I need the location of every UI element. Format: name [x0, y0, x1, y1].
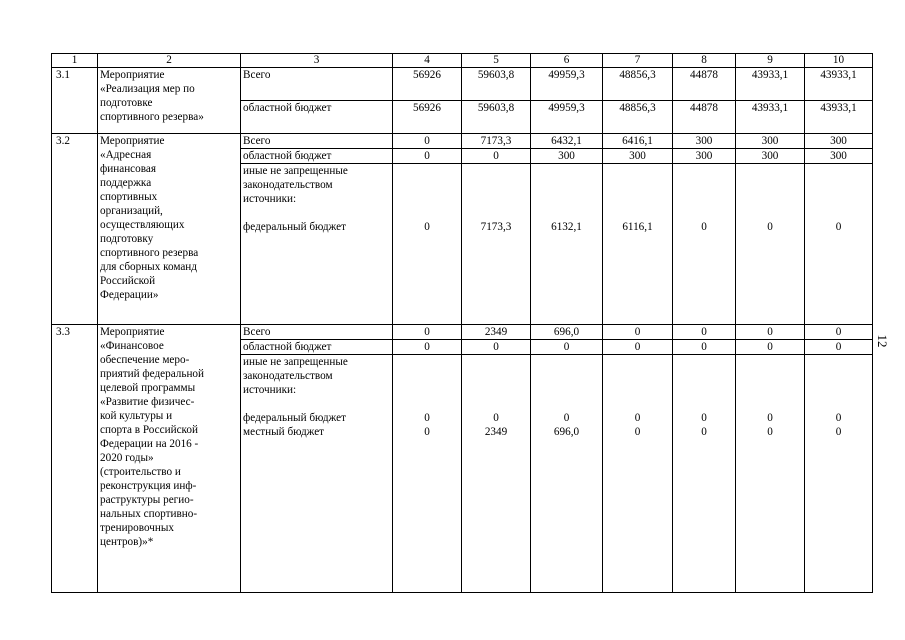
federal-value: 0: [424, 412, 430, 424]
federal-value: 0: [424, 221, 430, 233]
value-cell: 48856,3: [603, 68, 673, 101]
text-line: осуществляющих: [100, 219, 185, 231]
text-line: 2020 годы»: [100, 452, 154, 464]
text-line: реконструкция инф-: [100, 480, 197, 492]
spacer: [605, 164, 670, 178]
spacer: [395, 383, 459, 397]
spacer: [395, 192, 459, 206]
column-header: 3: [241, 54, 393, 68]
spacer: [395, 164, 459, 178]
spacer: [605, 369, 670, 383]
spacer: [605, 178, 670, 192]
table-row: [52, 134, 873, 149]
text-line: Мероприятие: [100, 326, 165, 338]
federal-value: 0: [701, 221, 707, 233]
text-line: законодательством: [243, 179, 333, 191]
value-cell: 43933,1: [736, 68, 805, 101]
value-cell: 44878: [673, 101, 736, 134]
value-cell: 0: [393, 149, 462, 164]
measure-name: [98, 134, 241, 325]
column-header: 8: [673, 54, 736, 68]
spacer: [675, 192, 733, 206]
federal-value: 0: [701, 412, 707, 424]
source-cell: Всего: [241, 68, 393, 101]
federal-value: 7173,3: [480, 221, 512, 233]
local-value: 0: [424, 426, 430, 438]
source-cell: [241, 164, 393, 325]
spacer: [533, 355, 600, 369]
spacer: [605, 192, 670, 206]
value-cell: 0: [393, 325, 462, 340]
value-cell: 0: [393, 340, 462, 355]
text-line: центров)»*: [100, 536, 154, 548]
text-line: спортивных: [100, 191, 158, 203]
column-header: 7: [603, 54, 673, 68]
value-cell: 0: [805, 340, 873, 355]
spacer: [395, 355, 459, 369]
column-header: 6: [531, 54, 603, 68]
value-cell: 300: [673, 149, 736, 164]
value-cell: [393, 355, 462, 593]
value-cell: [393, 164, 462, 325]
local-value: 0: [835, 426, 842, 438]
value-cell: 43933,1: [805, 68, 873, 101]
value-cell: 0: [462, 149, 531, 164]
federal-label: федеральный бюджет: [243, 412, 346, 424]
text-line: нальных спортивно-: [100, 508, 198, 520]
value-cell: 44878: [673, 68, 736, 101]
value-cell: 0: [736, 325, 805, 340]
row-number: 3.3: [52, 325, 98, 593]
spacer: [533, 206, 600, 220]
local-label: местный бюджет: [243, 426, 325, 438]
value-cell: [805, 355, 873, 593]
spacer: [807, 369, 870, 383]
source-cell: [241, 355, 393, 593]
spacer: [395, 206, 459, 220]
spacer: [807, 164, 870, 178]
text-line: организаций,: [100, 205, 163, 217]
local-value: 0: [767, 426, 773, 438]
source-cell: областной бюджет: [241, 149, 393, 164]
spacer: [807, 383, 870, 397]
value-cell: 0: [673, 325, 736, 340]
value-cell: 300: [736, 149, 805, 164]
value-cell: 0: [393, 134, 462, 149]
federal-value: 0: [767, 221, 773, 233]
spacer: [395, 178, 459, 192]
spacer: [738, 206, 802, 220]
text-line: Мероприятие: [100, 69, 165, 81]
value-cell: 300: [673, 134, 736, 149]
spacer: [464, 383, 528, 397]
value-cell: 43933,1: [736, 101, 805, 134]
value-cell: 48856,3: [603, 101, 673, 134]
text-line: (строительство и: [100, 466, 181, 478]
source-cell: областной бюджет: [241, 101, 393, 134]
text-line: для сборных команд: [100, 261, 197, 273]
text-line: раструктуры регио-: [100, 494, 194, 506]
spacer: [738, 383, 802, 397]
spacer: [533, 164, 600, 178]
text-line: «Финансовое: [100, 340, 164, 352]
value-cell: 0: [462, 340, 531, 355]
text-line: обеспечение меро-: [100, 354, 190, 366]
federal-value: 0: [493, 412, 499, 424]
text-line: Федерации на 2016 -: [100, 438, 199, 450]
value-cell: 56926: [393, 68, 462, 101]
column-header: 5: [462, 54, 531, 68]
page-number: 12: [875, 334, 890, 348]
text-line: Мероприятие: [100, 135, 165, 147]
text-line: источники:: [243, 384, 297, 396]
text-line: финансовая: [100, 163, 156, 175]
text-line: поддержка: [100, 177, 152, 189]
value-cell: 0: [805, 325, 873, 340]
value-cell: 2349: [462, 325, 531, 340]
value-cell: 49959,3: [531, 68, 603, 101]
table-row: [52, 68, 873, 101]
value-cell: 0: [736, 340, 805, 355]
value-cell: [673, 355, 736, 593]
spacer: [807, 192, 870, 206]
spacer: [738, 192, 802, 206]
spacer: [807, 178, 870, 192]
value-cell: [805, 164, 873, 325]
value-cell: 7173,3: [462, 134, 531, 149]
text-line: приятий федеральной: [100, 368, 205, 380]
text-line: законодательством: [243, 370, 333, 382]
federal-value: 0: [835, 412, 842, 424]
column-header: 2: [98, 54, 241, 68]
header-row: [52, 54, 873, 68]
text-line: тренировочных: [100, 522, 174, 534]
local-value: 2349: [484, 426, 508, 438]
value-cell: 59603,8: [462, 101, 531, 134]
value-cell: [531, 355, 603, 593]
spacer: [533, 383, 600, 397]
spacer: [675, 178, 733, 192]
value-cell: 300: [805, 134, 873, 149]
spacer: [605, 355, 670, 369]
spacer: [395, 397, 459, 411]
row-number: 3.2: [52, 134, 98, 325]
spacer: [738, 178, 802, 192]
text-line: Федерации»: [100, 289, 159, 301]
text-line: «Адресная: [100, 149, 152, 161]
spacer: [738, 164, 802, 178]
value-cell: [462, 355, 531, 593]
local-value: 0: [634, 426, 641, 438]
value-cell: [673, 164, 736, 325]
column-header: 10: [805, 54, 873, 68]
spacer: [807, 206, 870, 220]
spacer: [464, 397, 528, 411]
value-cell: 0: [603, 340, 673, 355]
local-value: 0: [701, 426, 707, 438]
source-cell: Всего: [241, 134, 393, 149]
federal-value: 0: [634, 412, 641, 424]
text-line: целевой программы: [100, 382, 196, 394]
spacer: [605, 397, 670, 411]
spacer: [738, 355, 802, 369]
column-header: 1: [52, 54, 98, 68]
spacer: [464, 192, 528, 206]
budget-table: [51, 53, 873, 593]
value-cell: 300: [603, 149, 673, 164]
spacer: [807, 397, 870, 411]
value-cell: [462, 164, 531, 325]
value-cell: 0: [603, 325, 673, 340]
measure-name: [98, 325, 241, 593]
value-cell: 49959,3: [531, 101, 603, 134]
text-line: спортивного резерва»: [100, 111, 204, 123]
text-line: кой культуры и: [100, 410, 173, 422]
value-cell: 300: [736, 134, 805, 149]
spacer: [533, 397, 600, 411]
spacer: [675, 206, 733, 220]
value-cell: [603, 164, 673, 325]
spacer: [605, 383, 670, 397]
value-cell: 59603,8: [462, 68, 531, 101]
text-line: подготовке: [100, 97, 153, 109]
value-cell: 0: [673, 340, 736, 355]
spacer: [533, 178, 600, 192]
value-cell: 6432,1: [531, 134, 603, 149]
value-cell: [603, 355, 673, 593]
value-cell: 6416,1: [603, 134, 673, 149]
spacer: [738, 397, 802, 411]
local-value: 696,0: [553, 426, 580, 438]
spacer: [243, 397, 390, 411]
federal-value: 0: [767, 412, 773, 424]
spacer: [464, 164, 528, 178]
federal-value: 0: [563, 412, 570, 424]
text-line: «Реализация мер по: [100, 83, 195, 95]
spacer: [675, 164, 733, 178]
spacer: [675, 355, 733, 369]
text-line: Российской: [100, 275, 156, 287]
federal-label: федеральный бюджет: [243, 221, 346, 233]
text-line: подготовку: [100, 233, 154, 245]
value-cell: 696,0: [531, 325, 603, 340]
value-cell: [736, 164, 805, 325]
measure-name: [98, 68, 241, 134]
spacer: [464, 355, 528, 369]
spacer: [675, 397, 733, 411]
column-header: 9: [736, 54, 805, 68]
text-line: «Развитие физичес-: [100, 396, 195, 408]
federal-value: 6116,1: [622, 221, 653, 233]
spacer: [605, 206, 670, 220]
value-cell: 56926: [393, 101, 462, 134]
spacer: [675, 369, 733, 383]
source-cell: Всего: [241, 325, 393, 340]
federal-value: 0: [835, 221, 842, 233]
spacer: [533, 369, 600, 383]
spacer: [395, 369, 459, 383]
value-cell: 300: [805, 149, 873, 164]
text-line: источники:: [243, 193, 297, 205]
value-cell: [531, 164, 603, 325]
spacer: [533, 192, 600, 206]
spacer: [243, 206, 390, 220]
source-cell: областной бюджет: [241, 340, 393, 355]
value-cell: 300: [531, 149, 603, 164]
spacer: [464, 369, 528, 383]
text-line: спортивного резерва: [100, 247, 199, 259]
value-cell: [736, 355, 805, 593]
value-cell: 43933,1: [805, 101, 873, 134]
spacer: [738, 369, 802, 383]
column-header: 4: [393, 54, 462, 68]
spacer: [807, 355, 870, 369]
row-number: 3.1: [52, 68, 98, 134]
table-body: [52, 54, 873, 593]
text-line: спорта в Российской: [100, 424, 198, 436]
spacer: [464, 178, 528, 192]
text-line: иные не запрещенные: [243, 356, 348, 368]
spacer: [464, 206, 528, 220]
spacer: [675, 383, 733, 397]
text-line: иные не запрещенные: [243, 165, 348, 177]
federal-value: 6132,1: [551, 221, 582, 233]
value-cell: 0: [531, 340, 603, 355]
table-row: [52, 325, 873, 340]
